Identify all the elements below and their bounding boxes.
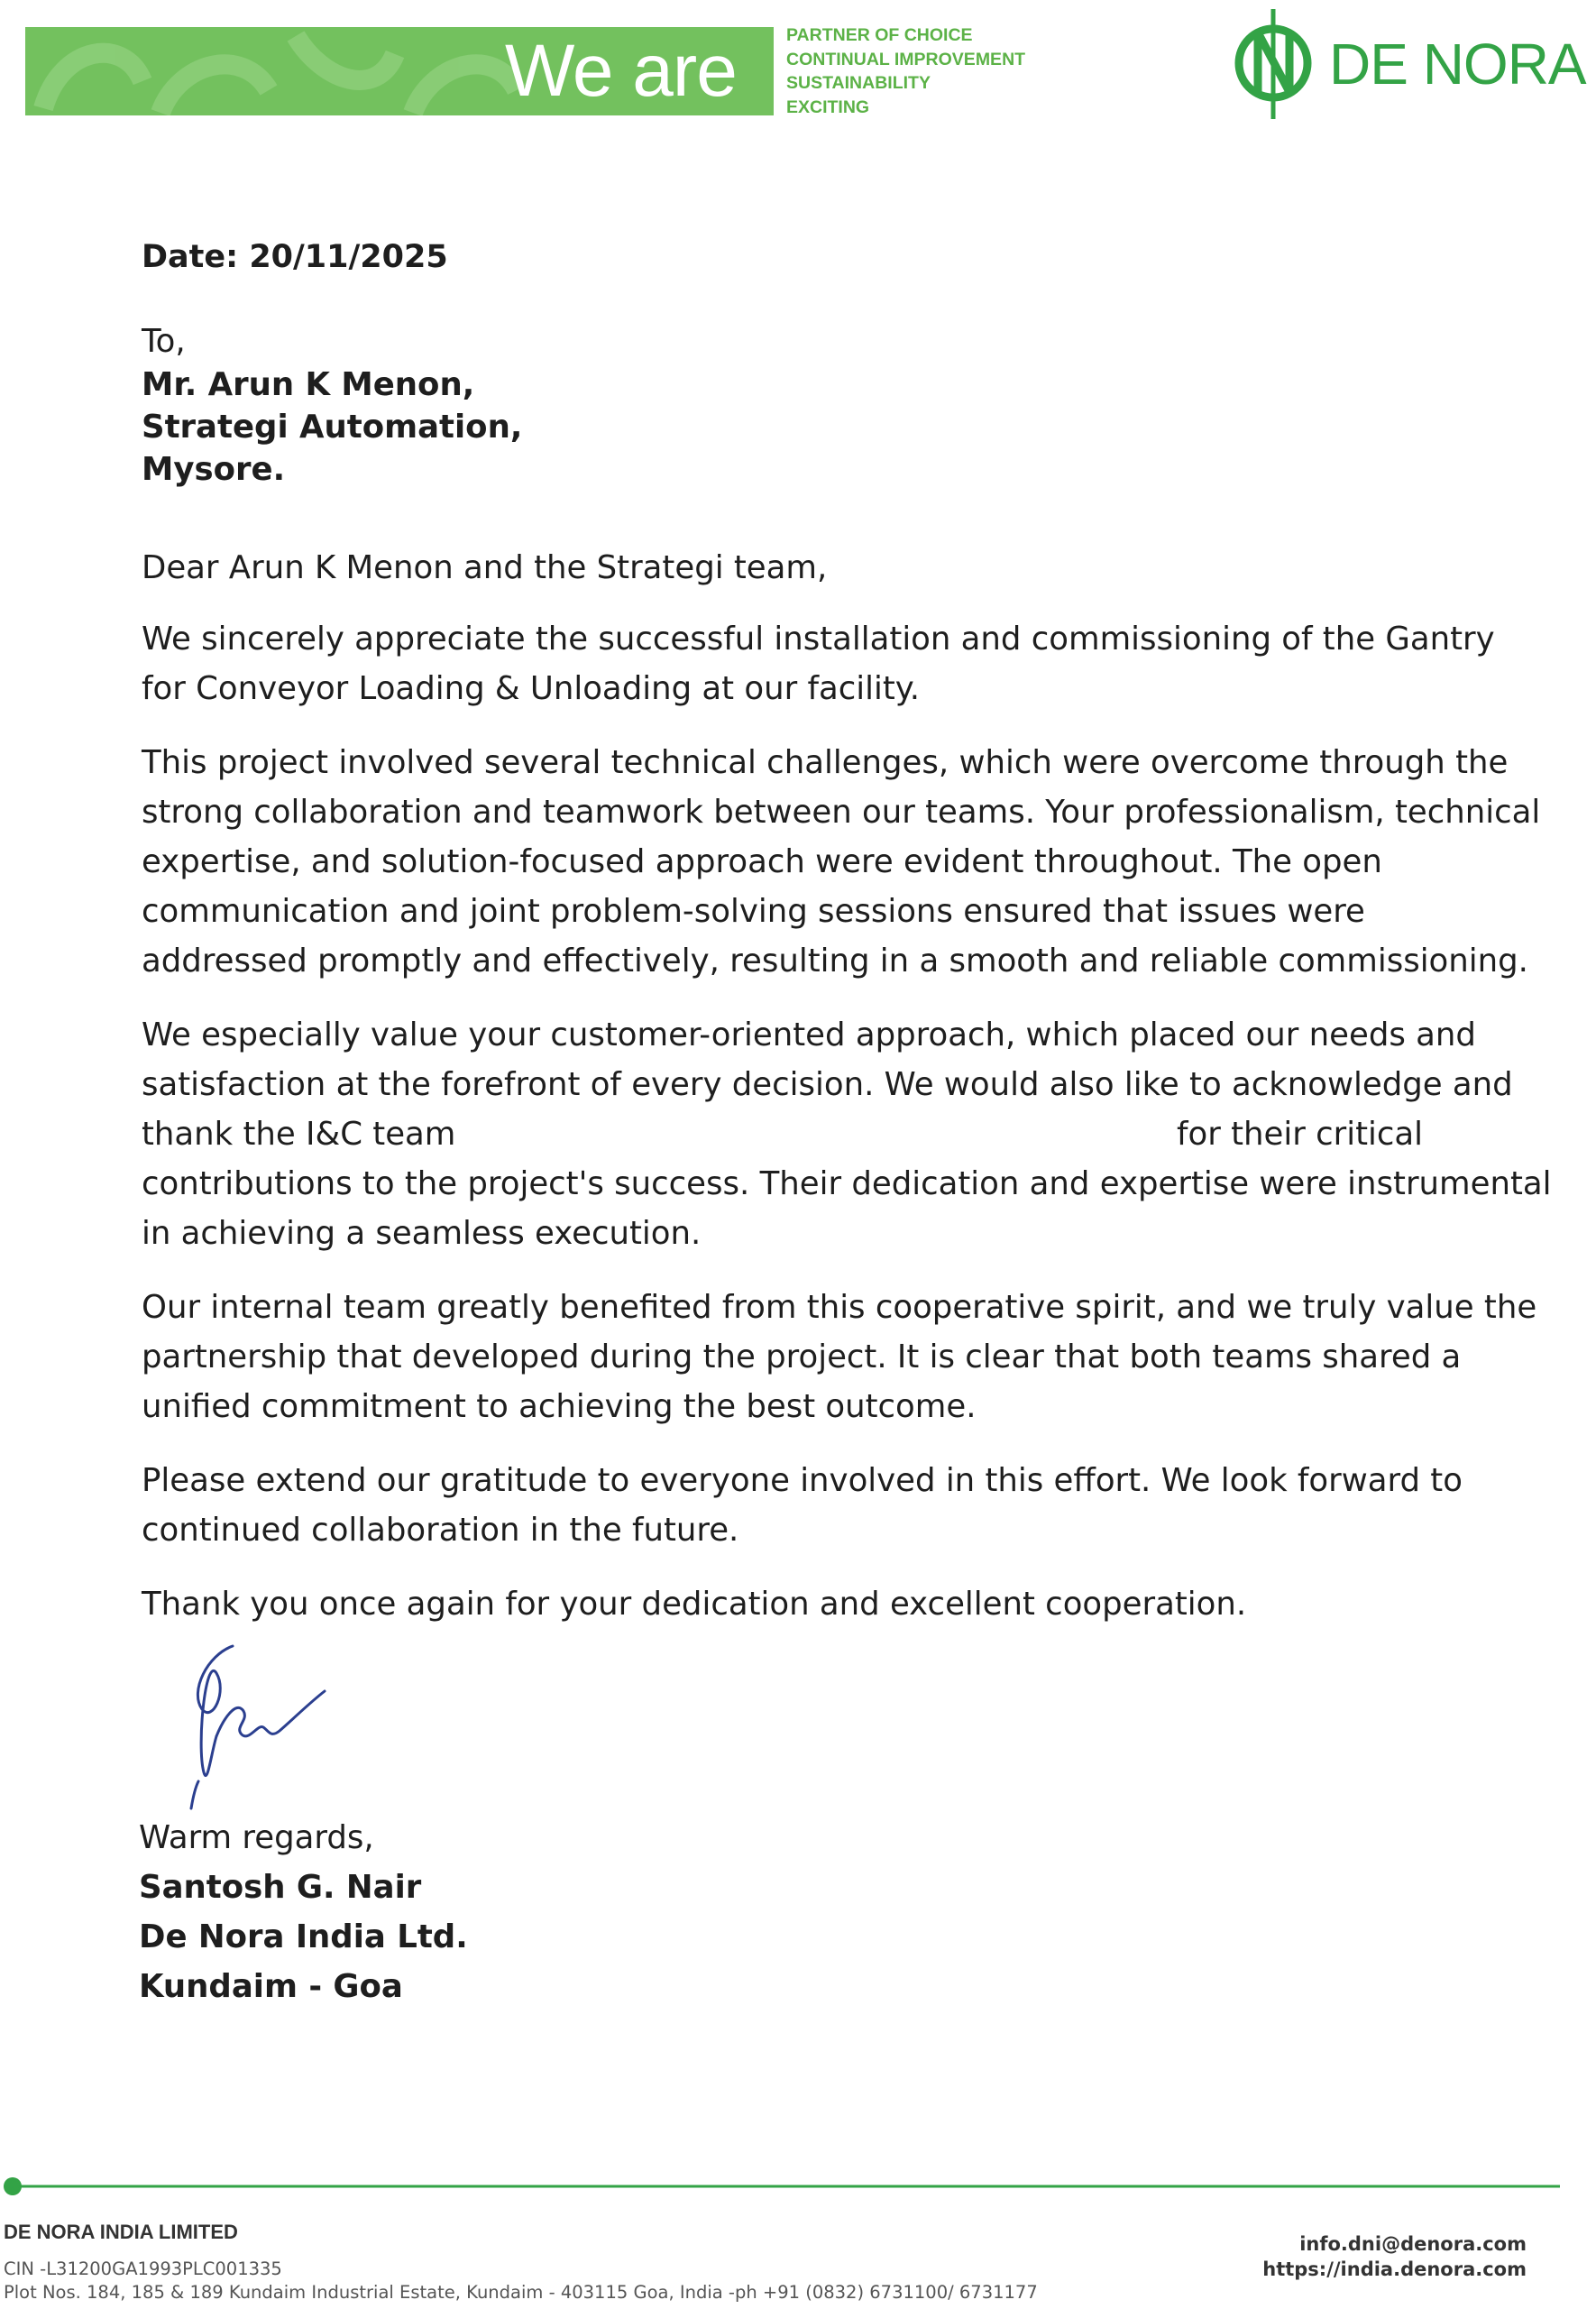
paragraph <box>142 1010 1552 1258</box>
footer-website: https://india.denora.com <box>1262 2258 1527 2280</box>
paragraph-line: continued collaboration in the future. <box>142 1512 739 1549</box>
banner-pattern <box>25 27 530 115</box>
paragraph <box>142 1283 1537 1431</box>
footer <box>0 2204 1596 2309</box>
closing: Warm regards, <box>139 1819 374 1856</box>
footer-address: Plot Nos. 184, 185 & 189 Kundaim Industrial Estate, Kundaim - 403115 Goa, India -ph +91 (0832) 6731100/ 6731177 <box>4 2282 1038 2303</box>
paragraph-line: satisfaction at the forefront of every decision. We would also like to acknowledge and <box>142 1066 1513 1103</box>
tagline: CONTINUAL IMPROVEMENT <box>786 49 1026 69</box>
paragraph-line: Please extend our gratitude to everyone involved in this effort. We look forward to <box>142 1462 1463 1499</box>
closing-block <box>139 1813 770 2011</box>
letter-body <box>142 233 1552 1629</box>
recipient-block <box>142 363 1476 491</box>
paragraph-line: We sincerely appreciate the successful installation and commissioning of the Gantry <box>142 621 1495 658</box>
tagline: SUSTAINABILITY <box>786 73 931 93</box>
paragraph-line: contributions to the project's success. Their dedication and expertise were instrumental <box>142 1165 1552 1202</box>
signatory-company: De Nora India Ltd. <box>139 1918 468 1955</box>
paragraph-line: communication and joint problem-solving sessions ensured that issues were <box>142 893 1365 930</box>
paragraph-line: Thank you once again for your dedication and excellent cooperation. <box>142 1586 1247 1623</box>
paragraph-line: addressed promptly and effectively, resulting in a smooth and reliable commissioning. <box>142 943 1528 980</box>
paragraph <box>142 1579 1476 1629</box>
signatory-location: Kundaim - Goa <box>139 1968 403 2005</box>
salutation: Dear Arun K Menon and the Strategi team, <box>142 549 828 586</box>
logo-mark-icon <box>1217 5 1335 123</box>
banner-title: We are <box>505 30 737 112</box>
line-fragment: thank the I&C team <box>142 1116 456 1153</box>
banner-taglines <box>786 23 1075 119</box>
tagline: PARTNER OF CHOICE <box>786 25 973 45</box>
logo-wordmark: DE NORA <box>1329 32 1586 97</box>
signatory-name: Santosh G. Nair <box>139 1869 422 1906</box>
footer-divider <box>0 2176 1596 2197</box>
footer-contact <box>1262 2231 1527 2282</box>
paragraph-line: We especially value your customer-oriented approach, which placed our needs and <box>142 1017 1476 1053</box>
recipient-line: Strategi Automation, <box>142 409 523 446</box>
paragraph-line: Our internal team greatly benefited from this cooperative spirit, and we truly value the <box>142 1289 1537 1326</box>
paragraph-line: strong collaboration and teamwork between our teams. Your professionalism, technical <box>142 794 1541 831</box>
letterhead-banner <box>25 27 774 115</box>
to-label: To, <box>142 323 186 360</box>
paragraph <box>142 1456 1476 1555</box>
letter-date: Date: 20/11/2025 <box>142 239 448 275</box>
footer-email: info.dni@denora.com <box>1299 2233 1527 2255</box>
handwritten-signature <box>180 1637 343 1822</box>
tagline: EXCITING <box>786 97 870 117</box>
paragraph-line: unified commitment to achieving the best outcome. <box>142 1388 977 1425</box>
paragraph-line: for Conveyor Loading & Unloading at our facility. <box>142 670 920 707</box>
de-nora-logo <box>1217 5 1587 123</box>
footer-company: DE NORA INDIA LIMITED <box>4 2221 238 2243</box>
paragraph <box>142 738 1541 986</box>
recipient-line: Mr. Arun K Menon, <box>142 366 475 403</box>
paragraph-line: expertise, and solution-focused approach were evident throughout. The open <box>142 843 1382 880</box>
footer-cin: CIN -L31200GA1993PLC001335 <box>4 2258 282 2279</box>
paragraph-line: This project involved several technical challenges, which were overcome through the <box>142 744 1509 781</box>
recipient-line: Mysore. <box>142 451 286 488</box>
paragraph-line: in achieving a seamless execution. <box>142 1215 702 1252</box>
paragraph-line: partnership that developed during the project. It is clear that both teams shared a <box>142 1338 1462 1375</box>
paragraph <box>142 614 1495 713</box>
paragraph-line <box>142 1109 1476 1159</box>
line-fragment: for their critical <box>1177 1116 1423 1153</box>
